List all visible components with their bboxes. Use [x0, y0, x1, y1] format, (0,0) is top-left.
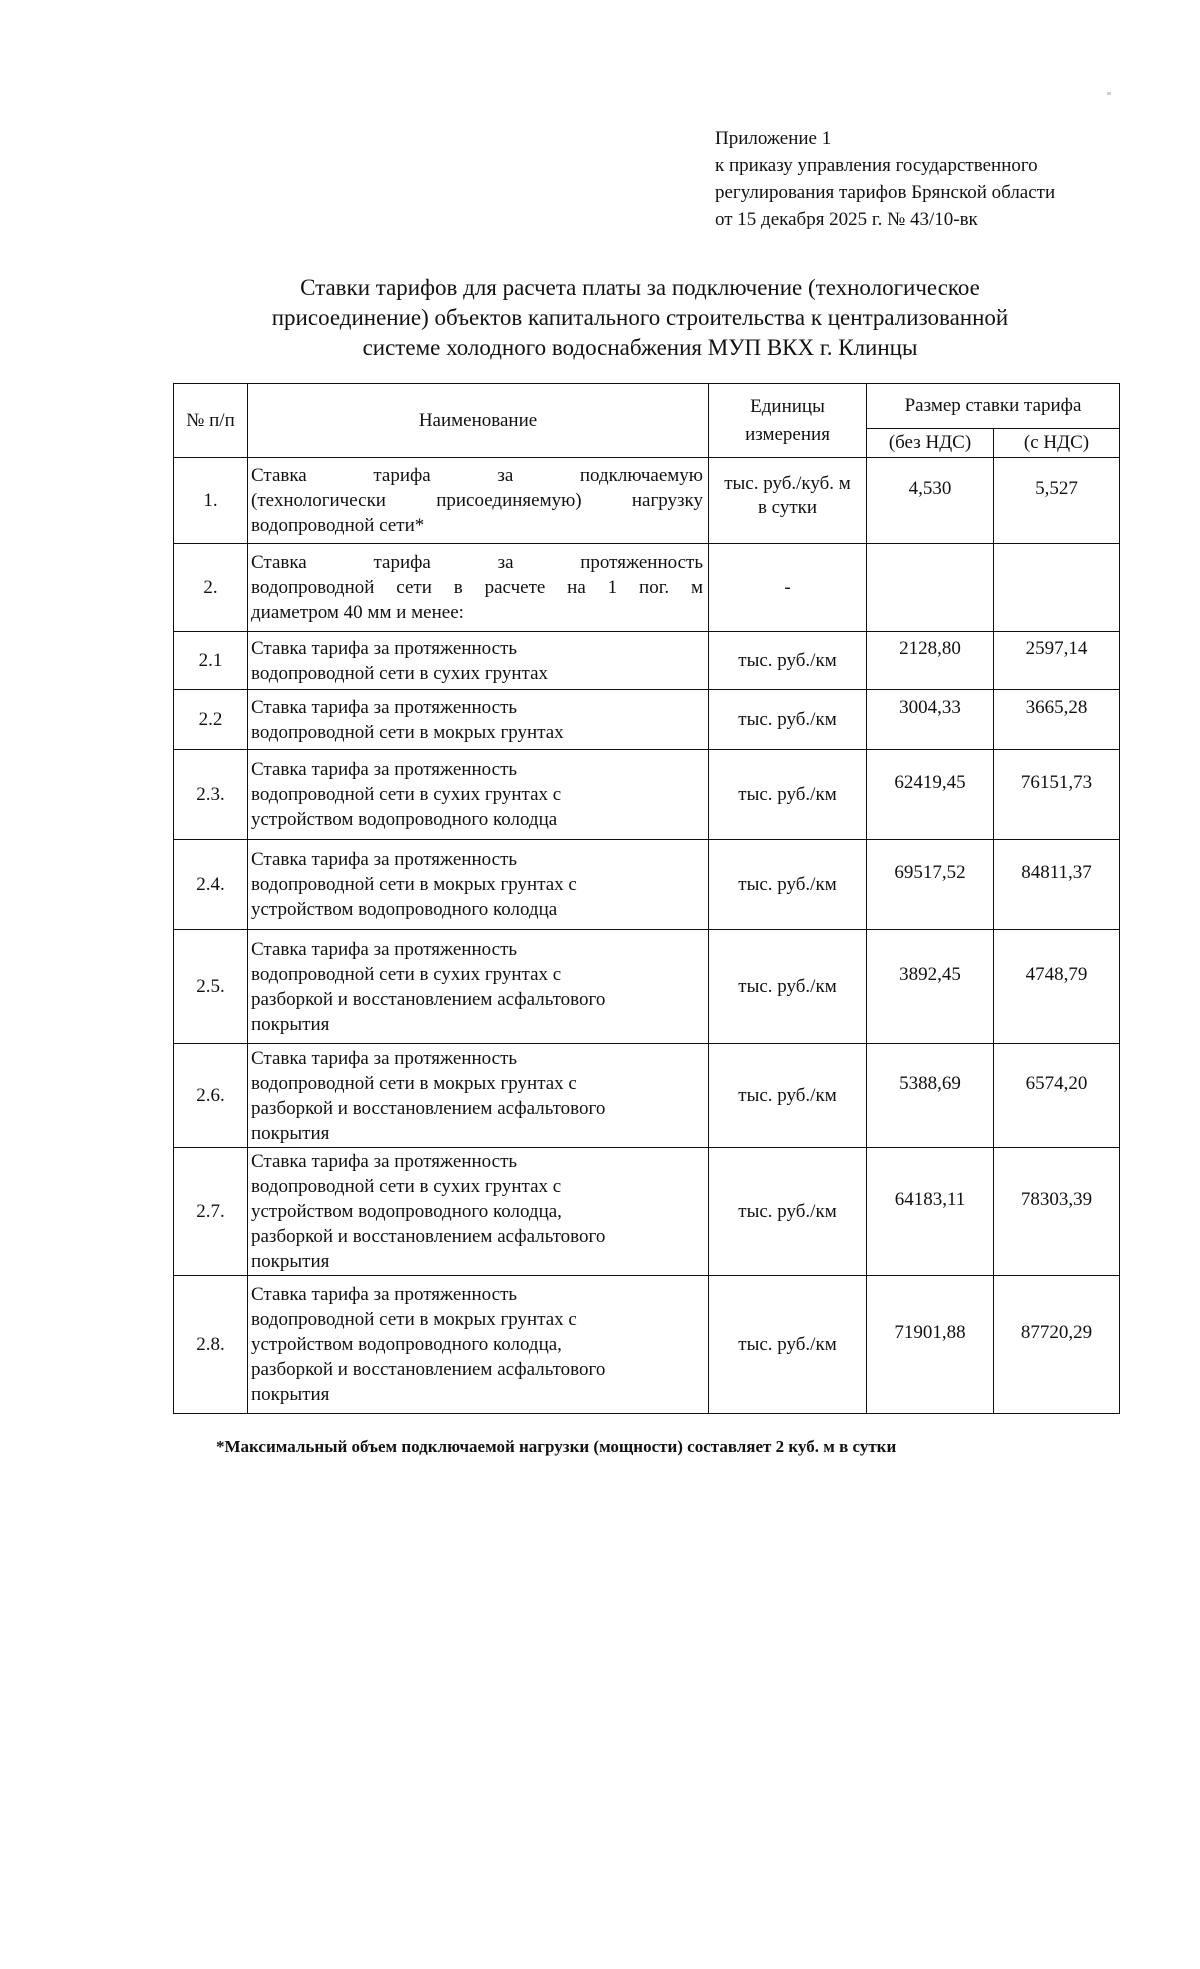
row-unit: тыс. руб./км [709, 1148, 867, 1276]
row-name-line: покрытия [251, 1251, 330, 1272]
row-name [248, 544, 709, 632]
rate-value: 62419,45 [894, 771, 966, 793]
row-rate-no-vat [867, 544, 994, 632]
row-name [248, 750, 709, 840]
header-num: № п/п [174, 384, 248, 458]
row-name-line: Ставка тарифа за протяженность [251, 759, 518, 780]
table-body [174, 458, 1120, 1414]
rate-value: 69517,52 [894, 861, 966, 883]
header-unit-line: Единицы [750, 395, 825, 417]
header-name: Наименование [248, 384, 709, 458]
appendix-line: регулирования тарифов Брянской области [715, 182, 1056, 203]
table-row [174, 690, 1120, 750]
table-row [174, 1276, 1120, 1414]
rate-value: 4748,79 [1025, 963, 1088, 985]
row-name-line: Ставка тарифа за протяженность [251, 849, 518, 870]
row-number: 2.1 [174, 632, 248, 690]
header-unit [709, 384, 867, 458]
row-name-line: водопроводной сети в мокрых грунтах с [251, 874, 577, 895]
row-number: 2.7. [174, 1148, 248, 1276]
header-rate: Размер ставки тарифа [867, 384, 1120, 429]
row-rate-no-vat [867, 840, 994, 930]
row-name-line: водопроводной сети в мокрых грунтах [251, 721, 564, 743]
row-rate-no-vat [867, 632, 994, 690]
row-name [248, 690, 709, 750]
table-header [174, 384, 1120, 458]
row-rate-with-vat [994, 1276, 1120, 1414]
row-unit-line: тыс. руб./куб. м [724, 473, 851, 494]
row-rate-with-vat [994, 1148, 1120, 1276]
appendix-line: от 15 декабря 2025 г. № 43/10-вк [715, 209, 978, 230]
rate-value: 5388,69 [899, 1072, 961, 1094]
table-row [174, 840, 1120, 930]
row-name-line: водопроводной сети* [251, 515, 425, 536]
row-name-line: Ставка тарифа за протяженность [251, 696, 518, 718]
rate-value: 6574,20 [1025, 1072, 1088, 1094]
row-name-line: водопроводной сети в мокрых грунтах с [251, 1072, 577, 1094]
row-name-line: Ставка тарифа за подключаемую [251, 465, 703, 486]
row-name-line: водопроводной сети в расчете на 1 пог. м [251, 577, 703, 598]
row-name-line: разборкой и восстановлением асфальтового [251, 1097, 606, 1119]
footnote: *Максимальный объем подключаемой нагрузки (мощности) составляет 2 куб. м в сутки [216, 1437, 897, 1456]
row-name-line: разборкой и восстановлением асфальтового [251, 988, 606, 1010]
tariff-table [173, 383, 1120, 1414]
row-number: 2.6. [174, 1044, 248, 1148]
row-rate-no-vat [867, 1276, 994, 1414]
rate-value: 3665,28 [1025, 696, 1088, 718]
row-rate-with-vat [994, 1044, 1120, 1148]
rate-value: 64183,11 [894, 1188, 966, 1210]
row-name-line: Ставка тарифа за протяженность [251, 1284, 518, 1305]
row-number: 2.4. [174, 840, 248, 930]
rate-value: 5,527 [1035, 478, 1078, 499]
row-number: 1. [174, 458, 248, 544]
row-name-line: устройством водопроводного колодца [251, 809, 558, 830]
rate-value: 4,530 [908, 478, 952, 499]
rate-value: 3892,45 [899, 963, 961, 985]
table-row [174, 1148, 1120, 1276]
row-number: 2.2 [174, 690, 248, 750]
row-unit: тыс. руб./км [709, 840, 867, 930]
row-name-line: покрытия [251, 1122, 330, 1144]
row-unit: тыс. руб./км [709, 690, 867, 750]
row-unit-line: в сутки [757, 497, 818, 518]
row-rate-no-vat [867, 930, 994, 1044]
row-name [248, 1044, 709, 1148]
row-name [248, 1276, 709, 1414]
row-rate-with-vat [994, 840, 1120, 930]
row-name-line: устройством водопроводного колодца, [251, 1201, 562, 1222]
rate-value: 3004,33 [899, 696, 961, 718]
row-unit: тыс. руб./км [709, 750, 867, 840]
table-row [174, 1044, 1120, 1148]
row-name-line: разборкой и восстановлением асфальтового [251, 1226, 606, 1247]
row-name [248, 930, 709, 1044]
row-number: 2.8. [174, 1276, 248, 1414]
row-name-line: Ставка тарифа за протяженность [251, 552, 703, 573]
row-name-line: Ставка тарифа за протяженность [251, 1151, 518, 1172]
row-name-line: покрытия [251, 1384, 330, 1405]
row-rate-no-vat [867, 690, 994, 750]
row-rate-no-vat [867, 458, 994, 544]
row-name-line: покрытия [251, 1013, 330, 1035]
row-unit [709, 458, 867, 544]
table-row [174, 458, 1120, 544]
row-unit: тыс. руб./км [709, 632, 867, 690]
row-name-line: (технологически присоединяемую) нагрузку [251, 490, 703, 511]
row-rate-no-vat [867, 1148, 994, 1276]
row-name-line: диаметром 40 мм и менее: [251, 602, 464, 623]
row-name [248, 1148, 709, 1276]
row-unit: - [709, 544, 867, 632]
row-rate-with-vat [994, 632, 1120, 690]
row-number: 2.3. [174, 750, 248, 840]
appendix-line: Приложение 1 [715, 128, 832, 149]
row-name [248, 632, 709, 690]
row-name-line: водопроводной сети в мокрых грунтах с [251, 1309, 577, 1330]
rate-value: 87720,29 [1020, 1321, 1093, 1343]
row-unit: тыс. руб./км [709, 1044, 867, 1148]
table-row [174, 544, 1120, 632]
rate-value: 71901,88 [894, 1321, 966, 1343]
row-name [248, 458, 709, 544]
header-with-vat: (с НДС) [994, 429, 1120, 458]
row-name-line: водопроводной сети в сухих грунтах [251, 662, 548, 684]
rate-value: 78303,39 [1020, 1188, 1093, 1210]
row-name-line: устройством водопроводного колодца, [251, 1334, 562, 1355]
row-name-line: Ставка тарифа за протяженность [251, 1047, 518, 1069]
row-rate-with-vat [994, 458, 1120, 544]
row-name-line: водопроводной сети в сухих грунтах с [251, 963, 562, 985]
rate-value: 84811,37 [1021, 861, 1092, 883]
table-row [174, 750, 1120, 840]
table-row [174, 632, 1120, 690]
header-unit-line: измерения [745, 423, 830, 445]
row-number: 2.5. [174, 930, 248, 1044]
document-title [180, 273, 1100, 363]
row-rate-with-vat [994, 750, 1120, 840]
row-rate-with-vat [994, 930, 1120, 1044]
row-rate-no-vat [867, 750, 994, 840]
appendix-line: к приказу управления государственного [715, 155, 1038, 176]
row-rate-no-vat [867, 1044, 994, 1148]
row-unit: тыс. руб./км [709, 930, 867, 1044]
appendix-block [715, 125, 1055, 233]
row-unit: тыс. руб./км [709, 1276, 867, 1414]
row-name-line: водопроводной сети в сухих грунтах с [251, 784, 562, 805]
rate-value: 2128,80 [899, 637, 961, 659]
row-rate-with-vat [994, 690, 1120, 750]
title-line: присоединение) объектов капитального строительства к централизованной [271, 305, 1009, 330]
row-number: 2. [174, 544, 248, 632]
row-name [248, 840, 709, 930]
rate-value: 2597,14 [1025, 637, 1088, 659]
row-rate-with-vat [994, 544, 1120, 632]
row-name-line: Ставка тарифа за протяженность [251, 637, 518, 659]
title-line: системе холодного водоснабжения МУП ВКХ г. Клинцы [362, 335, 918, 360]
rate-value: 76151,73 [1020, 771, 1093, 793]
table-row [174, 930, 1120, 1044]
row-name-line: Ставка тарифа за протяженность [251, 938, 518, 960]
scan-mark [1107, 92, 1111, 95]
row-name-line: разборкой и восстановлением асфальтового [251, 1359, 606, 1380]
header-no-vat: (без НДС) [867, 429, 994, 458]
title-line: Ставки тарифов для расчета платы за подключение (технологическое [300, 275, 980, 300]
row-name-line: водопроводной сети в сухих грунтах с [251, 1176, 562, 1197]
row-name-line: устройством водопроводного колодца [251, 899, 558, 920]
